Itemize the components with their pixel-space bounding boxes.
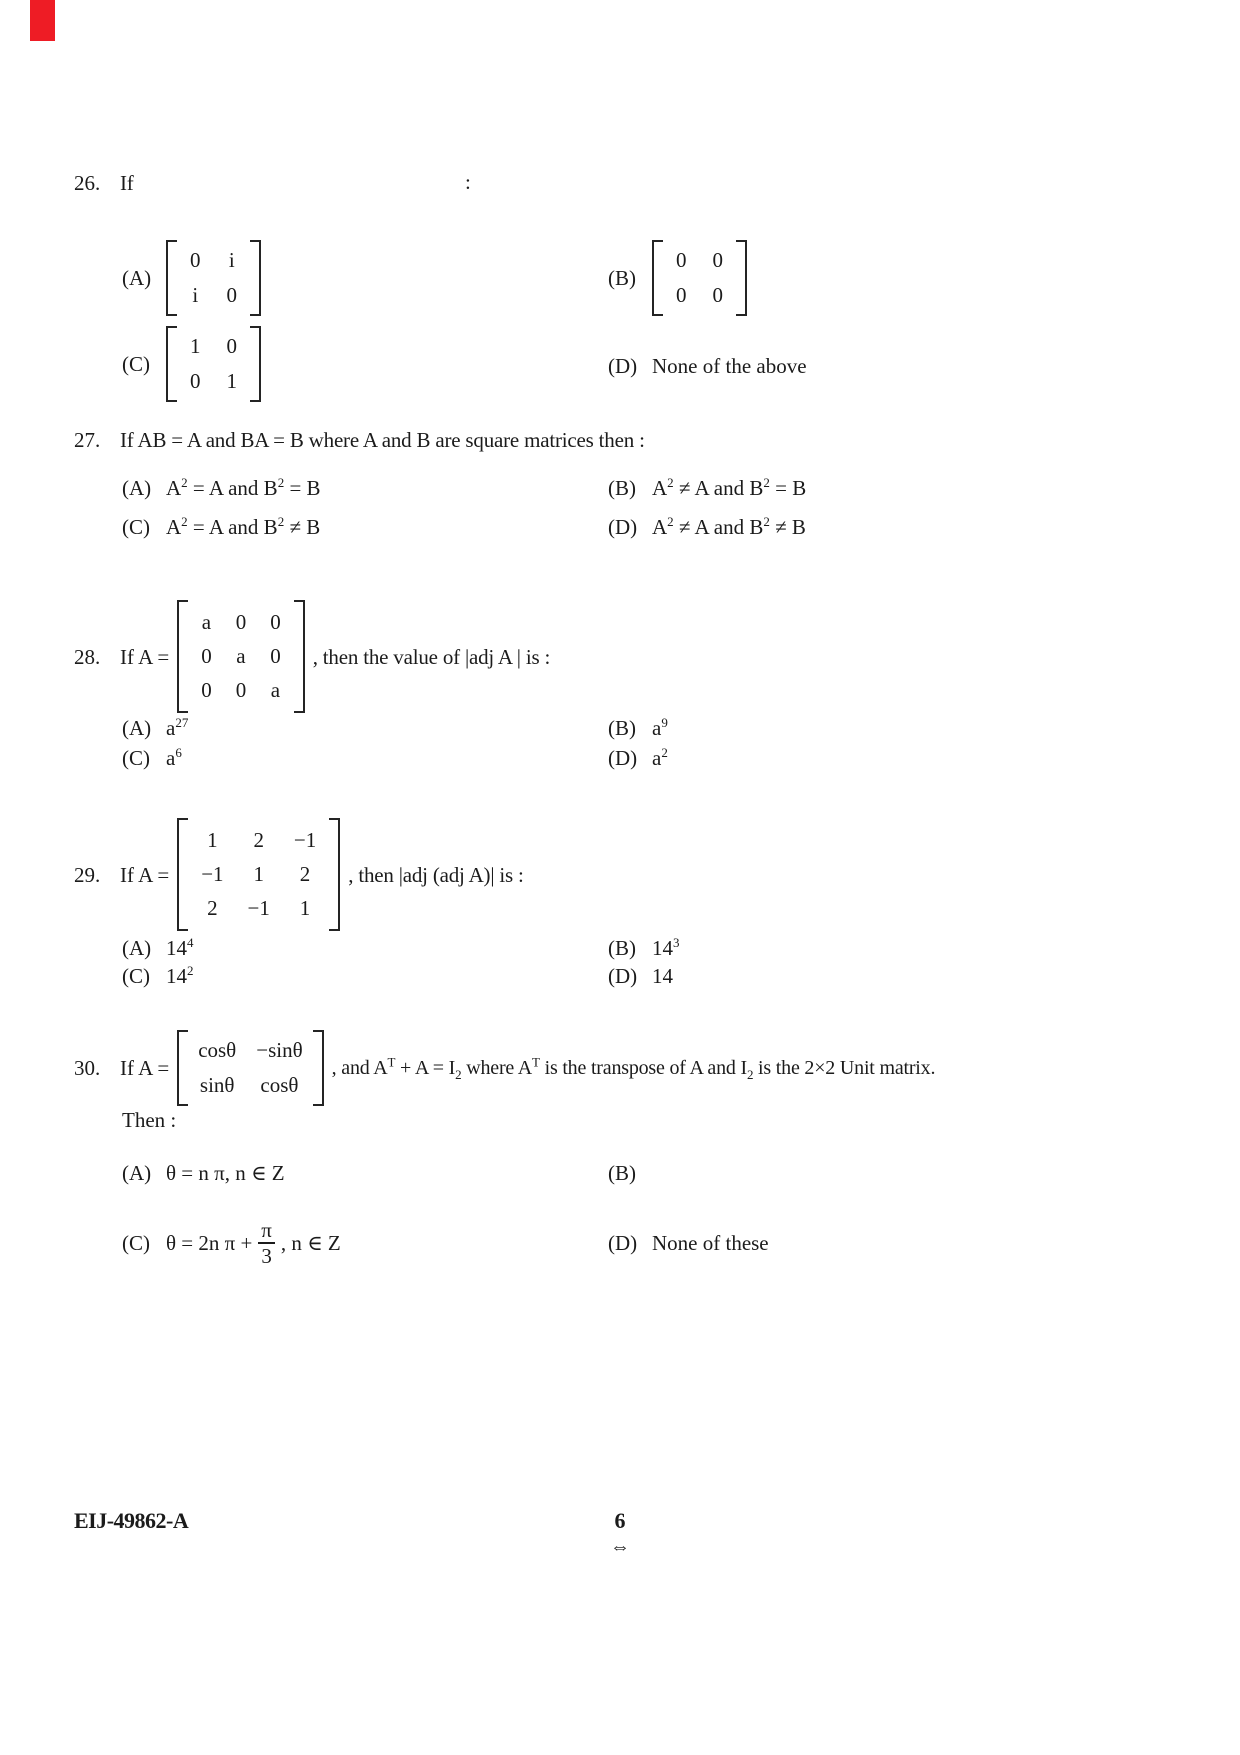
bracket-right [250, 326, 261, 402]
q27-option-c [122, 514, 320, 540]
option-formula: $a^6$ [166, 745, 182, 770]
bracket-left [652, 240, 663, 316]
question-26-line [74, 170, 134, 196]
q26-option-b [608, 240, 747, 316]
q29-option-b [608, 935, 680, 961]
q29-option-a [122, 935, 194, 961]
question-text: , then |adj (adj A)| is : [348, 862, 524, 887]
matrix-cell: 0 [235, 678, 247, 702]
matrix-cell: 1 [253, 862, 264, 886]
superscript: 2 [763, 514, 770, 529]
option-label: (C) [122, 352, 150, 376]
superscript: T [532, 1054, 540, 1070]
q27-option-a [122, 475, 321, 501]
double-arrow-icon: ⇔ [610, 1536, 630, 1558]
question-text: If AB = A and BA = B where A and B are square matrices then : [120, 428, 645, 452]
matrix-cell: 0 [226, 283, 237, 307]
option-formula: $A^2 = A$ and $B^2 = B$ [166, 475, 321, 500]
matrix-cell: −1 [247, 896, 270, 920]
matrix-cell: sinθ [199, 1073, 235, 1097]
q28-option-b [608, 715, 668, 741]
question-number: 27. [74, 428, 101, 452]
matrix [652, 240, 747, 316]
matrix-cell: 0 [201, 678, 212, 702]
matrix-cell: 0 [190, 369, 201, 393]
matrix-cell: i [228, 248, 235, 272]
q27-option-d [608, 514, 806, 540]
matrix [166, 326, 261, 402]
option-label: (B) [608, 476, 636, 500]
superscript: 3 [673, 935, 680, 950]
bracket-left [177, 818, 188, 931]
option-label: (A) [122, 716, 152, 740]
option-label: (D) [608, 1231, 638, 1255]
superscript: 4 [187, 935, 194, 950]
option-label: (C) [122, 1231, 150, 1255]
question-number: 28. [74, 644, 101, 669]
superscript: 2 [181, 514, 188, 529]
option-label: (B) [608, 1161, 636, 1185]
matrix-cell: 1 [226, 369, 237, 393]
q26-option-c [122, 326, 261, 402]
q28-option-a [122, 715, 188, 741]
subscript: 2 [455, 1067, 462, 1082]
question-30-then: Then : [122, 1108, 177, 1132]
bracket-right [294, 600, 305, 713]
option-label: (C) [122, 964, 150, 988]
question-text: If A = [120, 644, 170, 669]
matrix-cell: cosθ [260, 1073, 299, 1097]
option-label: (B) [608, 936, 636, 960]
matrix-cell: 2 [207, 896, 218, 920]
matrix-cell: a [270, 678, 281, 702]
option-formula: $A^2 = A$ and $B^2 \ne B$ [166, 514, 321, 539]
q30-option-d [608, 1214, 769, 1272]
superscript: 2 [667, 514, 674, 529]
fraction-numerator: π [261, 1218, 272, 1242]
superscript: 6 [175, 745, 182, 760]
q30-option-c [122, 1214, 341, 1272]
option-label: (A) [122, 1161, 152, 1185]
option-formula-post: , n ∈ Z [280, 1231, 341, 1255]
option-label: (A) [122, 936, 152, 960]
option-text: θ = n π, n ∈ Z [166, 1161, 285, 1185]
question-text: If A = [120, 862, 170, 887]
option-formula: $14^2$ [166, 963, 194, 988]
option-formula: $a^{27}$ [166, 715, 189, 740]
matrix-cell: 0 [270, 610, 281, 634]
matrix-cell: 0 [201, 644, 212, 668]
matrix-cell: −sinθ [256, 1038, 303, 1062]
option-text: None of the above [652, 354, 807, 378]
bracket-left [166, 326, 177, 402]
matrix-cell: 0 [190, 248, 201, 272]
q29-option-d [608, 963, 673, 989]
option-label: (D) [608, 354, 638, 378]
option-text: None of these [652, 1231, 769, 1255]
matrix-cell: 1 [299, 896, 311, 920]
matrix-cell: 0 [712, 283, 723, 307]
q28-option-c [122, 745, 182, 771]
question-text: , then the value of |adj A | is : [312, 644, 551, 669]
question-29-line [74, 818, 524, 931]
bracket-right [736, 240, 747, 316]
matrix-cell: 0 [226, 334, 237, 358]
matrix-cell: 2 [253, 828, 264, 852]
q30-option-a [122, 1160, 285, 1186]
question-26-colon: : [465, 170, 471, 194]
bracket-right [329, 818, 340, 931]
matrix-cell: 0 [235, 610, 247, 634]
matrix-cell: 0 [712, 248, 723, 272]
question-number: 30. [74, 1056, 101, 1080]
q26-option-d [608, 326, 807, 406]
footer-center [0, 1508, 1240, 1557]
matrix-cell: 0 [676, 283, 687, 307]
option-label: (B) [608, 716, 636, 740]
option-formula: $A^2 \ne A$ and $B^2 = B$ [652, 475, 807, 500]
q27-option-b [608, 475, 806, 501]
option-label: (D) [608, 515, 638, 539]
option-label: (C) [122, 515, 150, 539]
q29-option-c [122, 963, 194, 989]
matrix-cell: cosθ [198, 1038, 237, 1062]
bracket-right [313, 1030, 324, 1106]
question-30-line [74, 1030, 935, 1106]
option-label: (A) [122, 266, 152, 290]
matrix-cell: a [201, 610, 212, 634]
question-text: If [120, 171, 134, 195]
option-formula: $a^2$ [652, 745, 668, 770]
option-formula: $a^9$ [652, 715, 668, 740]
question-text: If A = [120, 1056, 170, 1080]
matrix-cell: 1 [207, 828, 218, 852]
question-number: 26. [74, 171, 101, 195]
superscript: 2 [661, 745, 668, 760]
matrix-cell: a [236, 644, 246, 668]
fraction-denominator: 3 [258, 1242, 275, 1268]
question-27-line [74, 427, 645, 453]
option-label: (D) [608, 746, 638, 770]
fraction [258, 1218, 275, 1268]
matrix [166, 240, 261, 316]
superscript: 2 [277, 475, 285, 490]
bracket-left [166, 240, 177, 316]
option-label: (A) [122, 476, 152, 500]
superscript: T [387, 1054, 396, 1070]
question-number: 29. [74, 862, 101, 887]
subscript: 2 [746, 1067, 754, 1082]
bracket-left [177, 600, 188, 713]
matrix [177, 600, 305, 713]
superscript: 27 [175, 715, 189, 730]
superscript: 2 [181, 475, 188, 490]
bracket-right [250, 240, 261, 316]
option-formula: $14^4$ [166, 935, 194, 960]
option-formula: 14 [652, 964, 673, 988]
matrix-cell: −1 [293, 828, 317, 852]
question-text: , and $A^T + A = I_2$ where $A^T$ is the transpose of A and $I_2$ is the 2×2 Unit matrix. [331, 1054, 936, 1082]
matrix-cell: 0 [676, 248, 687, 272]
superscript: 9 [661, 715, 668, 730]
corner-marker [30, 0, 55, 41]
option-formula-pre: θ = 2n π + [166, 1231, 253, 1255]
matrix-cell: 0 [270, 644, 281, 668]
q28-option-d [608, 745, 668, 771]
superscript: 2 [763, 475, 770, 490]
booklet-code: EIJ-49862-A [74, 1508, 189, 1533]
bracket-left [177, 1030, 188, 1106]
matrix-cell: i [192, 283, 199, 307]
question-28-line [74, 600, 550, 713]
matrix [177, 1030, 323, 1106]
matrix-cell: −1 [201, 862, 224, 886]
option-label: (D) [608, 964, 638, 988]
option-formula: $A^2 \ne A$ and $B^2 \ne B$ [652, 514, 806, 539]
matrix-cell: 1 [190, 334, 201, 358]
superscript: 2 [277, 514, 285, 529]
superscript: 2 [667, 475, 674, 490]
option-formula: $14^3$ [652, 935, 680, 960]
matrix-cell: 2 [299, 862, 311, 886]
option-label: (B) [608, 266, 636, 290]
page-number: 6 [614, 1508, 626, 1533]
matrix [177, 818, 340, 931]
q26-option-a [122, 240, 261, 316]
q30-option-b [608, 1160, 652, 1186]
superscript: 2 [187, 963, 194, 978]
option-label: (C) [122, 746, 150, 770]
